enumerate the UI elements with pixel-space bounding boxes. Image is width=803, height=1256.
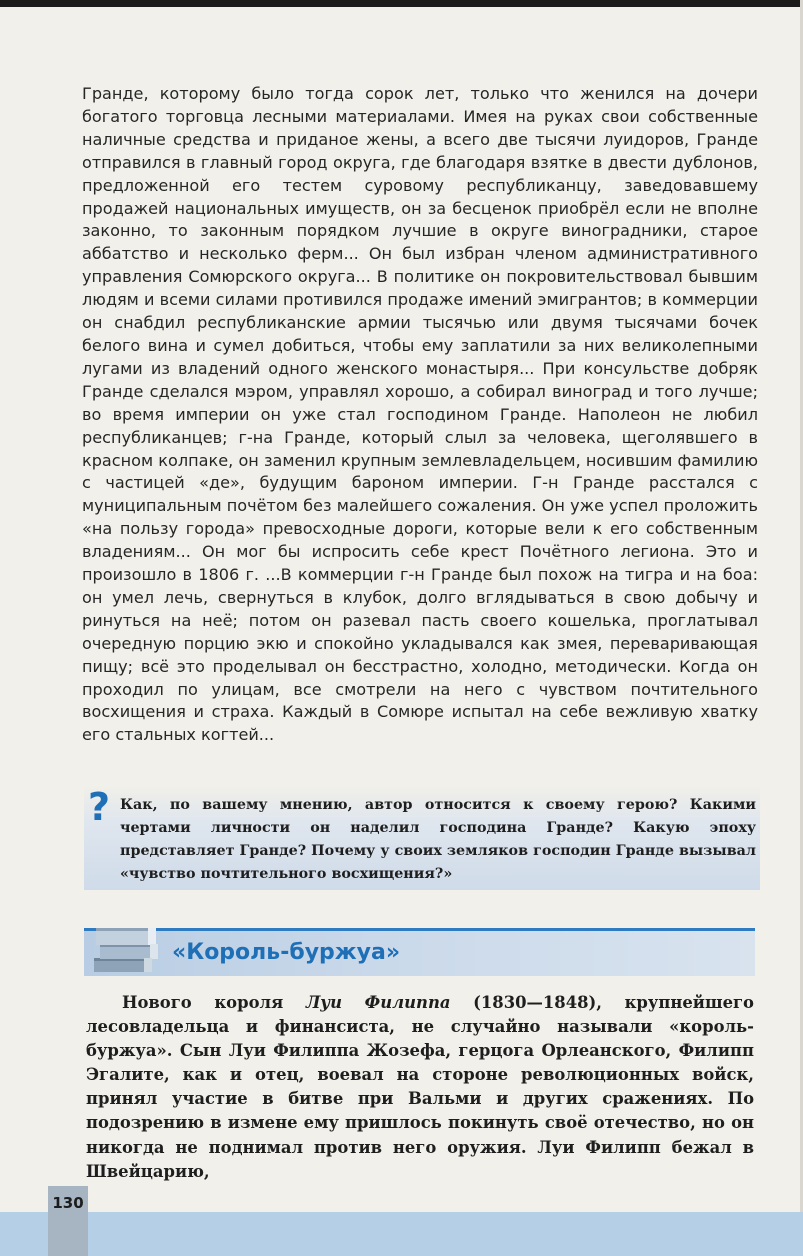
king-name: Луи Филиппа	[305, 993, 451, 1012]
page-number: 130	[52, 1194, 84, 1212]
section-title: «Король-буржуа»	[172, 940, 401, 965]
section-header-rule	[84, 928, 755, 931]
paragraph-start: Нового короля	[122, 993, 306, 1012]
books-icon	[90, 910, 164, 978]
novel-excerpt: Гранде, которому было тогда сорок лет, только что женился на дочери богатого торговца лесными материалами. Имея на руках свои собственные наличные средства и приданое жены, а всего две тысячи луидоров, Гранде отправился в главный город округа, где благодаря взятке в двести дублонов, предложенной его тестем суровому республиканцу, заведовавшему продажей национальных имуществ, он за бесценок приобрёл если не вполне законно, то законным порядком лучшие в округе виноградники, старое аббатство и несколько ферм... Он был избран членом административного управления Сомюрского округа... В политике он покровительствовал бывшим людям и всеми силами противился продаже имений эмигрантов; в коммерции он снабдил республиканские армии тысячью или двумя тысячами бочек белого вина и сумел добиться, чтобы ему заплатили за них великолепными лугами из владений одного женского монастыря... При консульстве добряк Гранде сделался мэром, управлял хорошо, а собирал виноград и того лучше; во время империи он уже стал господином Гранде. Наполеон не любил республиканцев; г-на Гранде, который слыл за человека, щеголявшего в красном колпаке, он заменил крупным землевладельцем, носившим фамилию с частицей «де», будущим бароном империи. Г-н Гранде расстался с муниципальным почётом без малейшего сожаления. Он уже успел проложить «на пользу города» превосходные дороги, которые вели к его собственным владениям... Он мог бы испросить себе крест Почётного легиона. Это и произошло в 1806 г. ...В коммерции г-н Гранде был похож на тигра и на боа: он умел лечь, свернуться в клубок, долго вглядываться в свою добычу и ринуться на неё; потом он разевал пасть своего кошелька, проглатывал очередную порцию экю и спокойно укладывался как змея, переваривающая пищу; всё это проделывал он бесстрастно, холодно, методически. Когда он проходил по улицам, все смотрели на него с чувством почтительного восхищения и страха. Каждый в Сомюре испытал на себе вежливую хватку его стальных когтей...	[82, 84, 758, 745]
page-bottom-band	[0, 1212, 803, 1256]
section-paragraph	[86, 991, 754, 1184]
paragraph-rest: (1830—1848), крупнейшего лесовладельца и финансиста, не случайно называли «король-буржуа». Сын Луи Филиппа Жозефа, герцога Орлеанского, Филипп Эгалите, как и отец, воевал на стороне революционных войск, принял участие в битве при Вальми и других сражениях. По подозрению в измене ему пришлось покинуть своё отечество, но он никогда не поднимал против него оружия. Луи Филипп бежал в Швейцарию,	[86, 993, 754, 1181]
question-text: Как, по вашему мнению, автор относится к своему герою? Какими чертами личности он наделил господина Гранде? Какую эпоху представляет Гранде? Почему у своих земляков господин Гранде вызывал «чувство почтительного восхищения?»	[120, 797, 756, 882]
scan-top-edge	[0, 0, 803, 7]
question-mark-icon: ?	[88, 785, 111, 829]
